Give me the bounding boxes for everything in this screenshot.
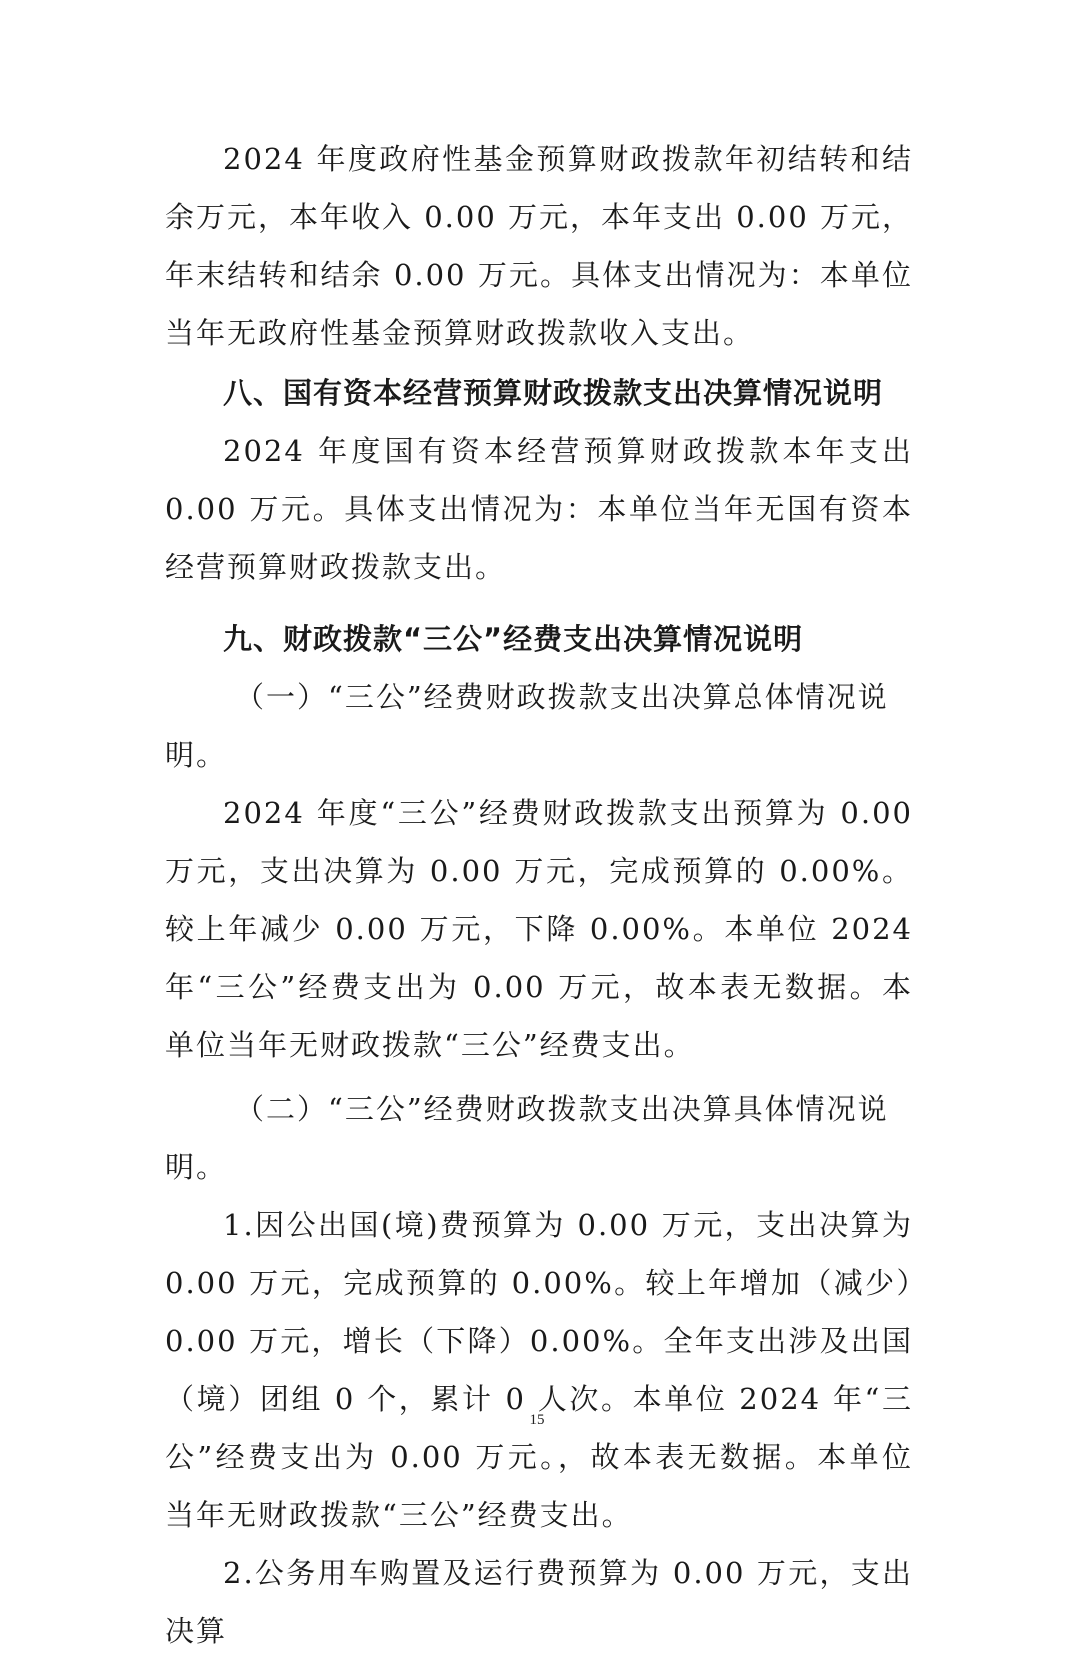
document-body bbox=[165, 130, 913, 1660]
page-number: 15 bbox=[529, 1412, 545, 1428]
heading-section-9: 九、财政拨款“三公”经费支出决算情况说明 bbox=[223, 622, 804, 656]
paragraph-state-capital: 2024 年度国有资本经营预算财政拨款本年支出 0.00 万元。具体支出情况为：本单位当年无国有资本经营预算财政拨款支出。 bbox=[165, 434, 913, 584]
subheading-overall: （一）“三公”经费财政拨款支出决算总体情况说明。 bbox=[165, 680, 889, 772]
heading-section-8: 八、国有资本经营预算财政拨款支出决算情况说明 bbox=[223, 376, 884, 410]
paragraph-overseas-travel: 1.因公出国(境)费预算为 0.00 万元，支出决算为 0.00 万元，完成预算的 0.00%。较上年增加（减少）0.00 万元，增长（下降）0.00%。全年支出涉及出国（境）团组 0 个，累计 0 人次。本单位 2024 年“三公”经费支出为 0.00 万元。，故本表无数据。本单位当年无财政拨款“三公”经费支出。 bbox=[165, 1208, 913, 1532]
paragraph-official-vehicles: 2.公务用车购置及运行费预算为 0.00 万元，支出决算 bbox=[165, 1556, 913, 1648]
paragraph-three-public-overall: 2024 年度“三公”经费财政拨款支出预算为 0.00 万元，支出决算为 0.00 万元，完成预算的 0.00%。较上年减少 0.00 万元，下降 0.00%。本单位 2024 年“三公”经费支出为 0.00 万元，故本表无数据。本单位当年无财政拨款“三公”经费支出。 bbox=[165, 796, 913, 1062]
paragraph-government-fund: 2024 年度政府性基金预算财政拨款年初结转和结余万元，本年收入 0.00 万元，本年支出 0.00 万元，年末结转和结余 0.00 万元。具体支出情况为：本单位当年无政府性基金预算财政拨款收入支出。 bbox=[165, 142, 914, 350]
subheading-detail: （二）“三公”经费财政拨款支出决算具体情况说明。 bbox=[165, 1092, 889, 1184]
